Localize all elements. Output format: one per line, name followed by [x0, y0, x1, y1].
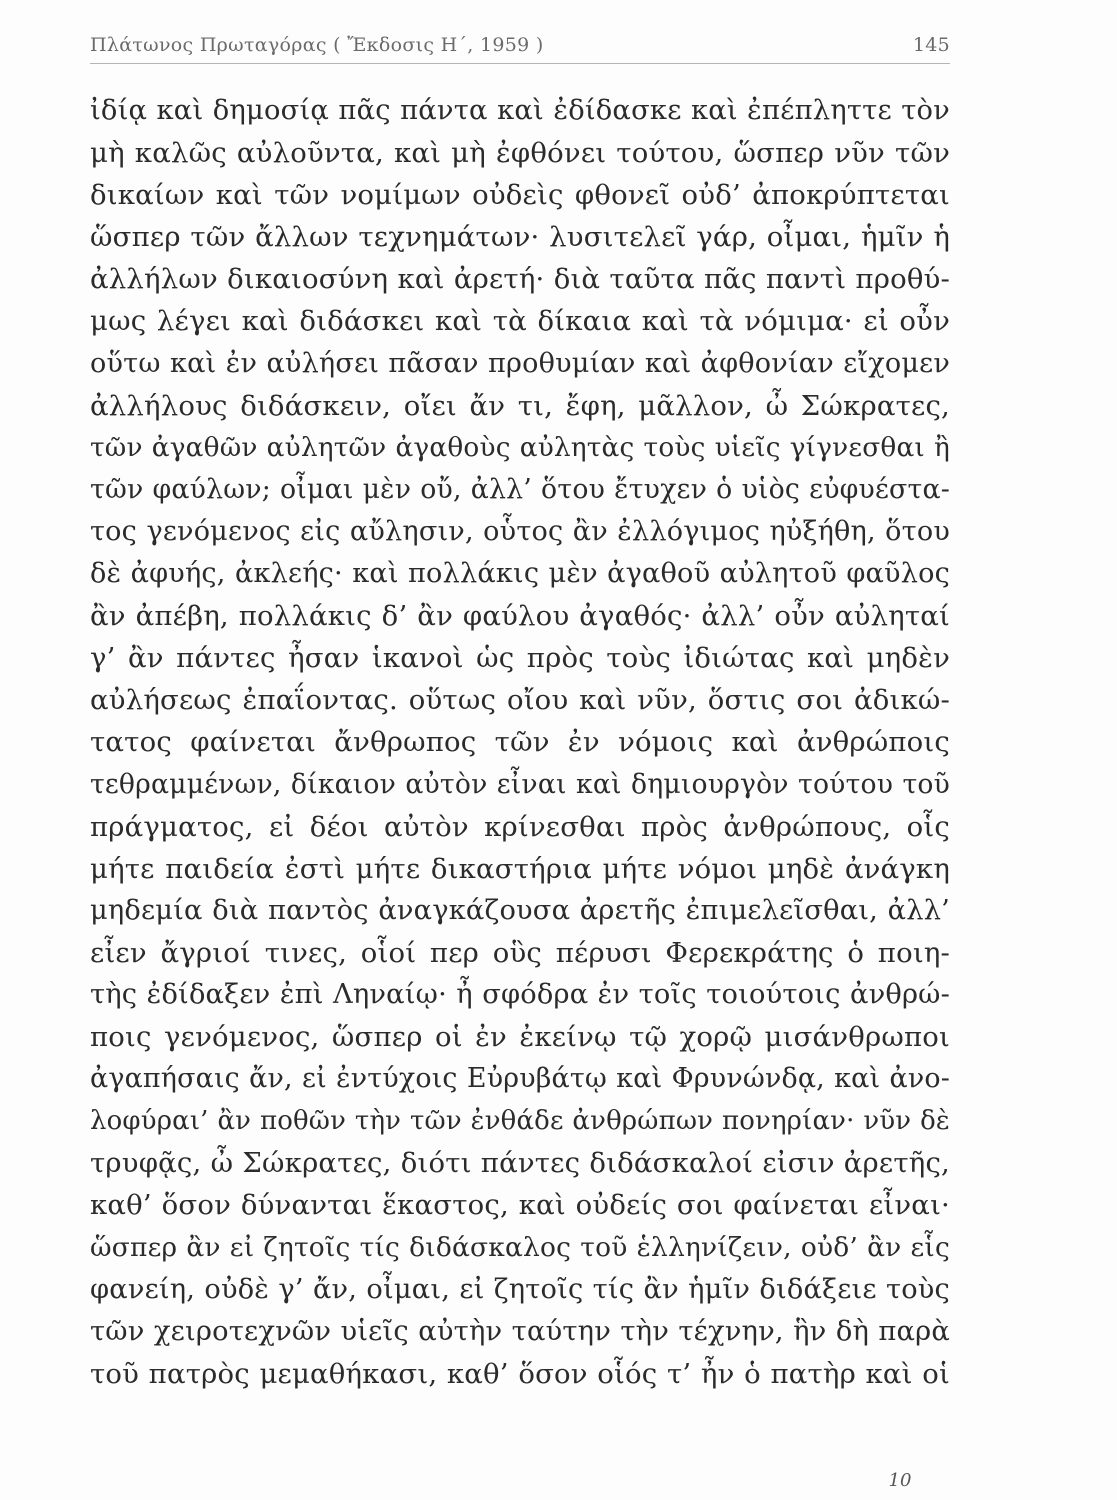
text-line: δικαίων καὶ τῶν νομίμων οὐδεὶς φθονεῖ οὐδ’ ἀποκρύπτεται: [90, 179, 950, 212]
text-line: τοῦ πατρὸς μεμαθήκασι, καθ’ ὅσον οἷός τ’ ἦν ὁ πατὴρ καὶ οἱ: [90, 1357, 950, 1390]
text-line: τῶν φαύλων; οἶμαι μὲν οὔ, ἀλλ’ ὅτου ἔτυχεν ὁ υἱὸς εὐφυέστα-: [90, 473, 950, 505]
text-line: τος γενόμενος εἰς αὔλησιν, οὗτος ἂν ἐλλόγιμος ηὐξήθη, ὅτου: [90, 515, 950, 547]
running-title: Πλάτωνος Πρωταγόρας ( Ἔκδοσις Η΄, 1959 ): [90, 34, 544, 56]
text-line: ποις γενόμενος, ὥσπερ οἱ ἐν ἐκείνῳ τῷ χορῷ μισάνθρωποι: [90, 1021, 950, 1054]
text-line: μηδεμία διὰ παντὸς ἀναγκάζουσα ἀρετῆς ἐπιμελεῖσθαι, ἀλλ’: [90, 894, 950, 926]
text-line: αὐλήσεως ἐπαΐοντας. οὕτως οἴου καὶ νῦν, ὅστις σοι ἀδικώ-: [90, 684, 950, 717]
text-line: ὥσπερ ἂν εἰ ζητοῖς τίς διδάσκαλος τοῦ ἑλληνίζειν, οὐδ’ ἂν εἷς: [90, 1231, 950, 1263]
text-line: εἶεν ἄγριοί τινες, οἷοί περ οὓς πέρυσι Φερεκράτης ὁ ποιη-: [90, 936, 950, 969]
text-line: ὥσπερ τῶν ἄλλων τεχνημάτων· λυσιτελεῖ γάρ, οἶμαι, ἡμῖν ἡ: [90, 221, 950, 254]
text-line: τῶν ἀγαθῶν αὐλητῶν ἀγαθοὺς αὐλητὰς τοὺς υἱεῖς γίγνεσθαι ἢ: [90, 432, 950, 463]
text-line: οὕτω καὶ ἐν αὐλήσει πᾶσαν προθυμίαν καὶ ἀφθονίαν εἴχομεν: [90, 347, 950, 379]
text-line: ἀγαπήσαις ἄν, εἰ ἐντύχοις Εὐρυβάτῳ καὶ Φρυνώνδᾳ, καὶ ἀνο-: [90, 1063, 950, 1095]
text-line: ἰδίᾳ καὶ δημοσίᾳ πᾶς πάντα καὶ ἐδίδασκε καὶ ἐπέπληττε τὸν: [90, 95, 950, 126]
text-line: δὲ ἀφυής, ἀκλεής· καὶ πολλάκις μὲν ἀγαθοῦ αὐλητοῦ φαῦλος: [90, 558, 950, 590]
text-line: τὴς ἐδίδαξεν ἐπὶ Ληναίῳ· ἦ σφόδρα ἐν τοῖς τοιούτοις ἀνθρώ-: [90, 978, 950, 1010]
signature-mark: 10: [888, 1470, 912, 1491]
text-line: τατος φαίνεται ἄνθρωπος τῶν ἐν νόμοις καὶ ἀνθρώποις: [90, 726, 950, 759]
running-head: [90, 34, 950, 64]
text-line: τῶν χειροτεχνῶν υἱεῖς αὐτὴν ταύτην τὴν τέχνην, ἣν δὴ παρὰ: [90, 1315, 950, 1347]
header-rule: [90, 63, 950, 64]
text-line: πράγματος, εἰ δέοι αὐτὸν κρίνεσθαι πρὸς ἀνθρώπους, οἷς: [90, 810, 950, 843]
text-line: ἀλλήλους διδάσκειν, οἴει ἄν τι, ἔφη, μᾶλλον, ὦ Σώκρατες,: [90, 389, 950, 422]
text-line: ἀλλήλων δικαιοσύνη καὶ ἀρετή· διὰ ταῦτα πᾶς παντὶ προθύ-: [90, 263, 950, 296]
text-line: μὴ καλῶς αὐλοῦντα, καὶ μὴ ἐφθόνει τούτου, ὥσπερ νῦν τῶν: [90, 137, 950, 170]
body-text: [90, 90, 950, 1395]
text-line: φανείη, οὐδὲ γ’ ἄν, οἶμαι, εἰ ζητοῖς τίς ἂν ἡμῖν διδάξειε τοὺς: [90, 1273, 950, 1305]
text-line: τεθραμμένων, δίκαιον αὐτὸν εἶναι καὶ δημιουργὸν τούτου τοῦ: [90, 768, 950, 800]
text-line: τρυφᾷς, ὦ Σώκρατες, διότι πάντες διδάσκαλοί εἰσιν ἀρετῆς,: [90, 1147, 950, 1180]
text-line: μως λέγει καὶ διδάσκει καὶ τὰ δίκαια καὶ τὰ νόμιμα· εἰ οὖν: [90, 305, 950, 338]
page-number: 145: [912, 34, 950, 56]
text-line: λοφύραι’ ἂν ποθῶν τὴν τῶν ἐνθάδε ἀνθρώπων πονηρίαν· νῦν δὲ: [90, 1106, 950, 1137]
text-line: ἂν ἀπέβη, πολλάκις δ’ ἂν φαύλου ἀγαθός· ἀλλ’ οὖν αὐληταί: [90, 600, 950, 633]
text-line: γ’ ἂν πάντες ἦσαν ἱκανοὶ ὡς πρὸς τοὺς ἰδιώτας καὶ μηδὲν: [90, 642, 950, 675]
text-line: μήτε παιδεία ἐστὶ μήτε δικαστήρια μήτε νόμοι μηδὲ ἀνάγκη: [90, 852, 950, 885]
text-line: καθ’ ὅσον δύνανται ἕκαστος, καὶ οὐδείς σοι φαίνεται εἶναι·: [90, 1189, 950, 1222]
